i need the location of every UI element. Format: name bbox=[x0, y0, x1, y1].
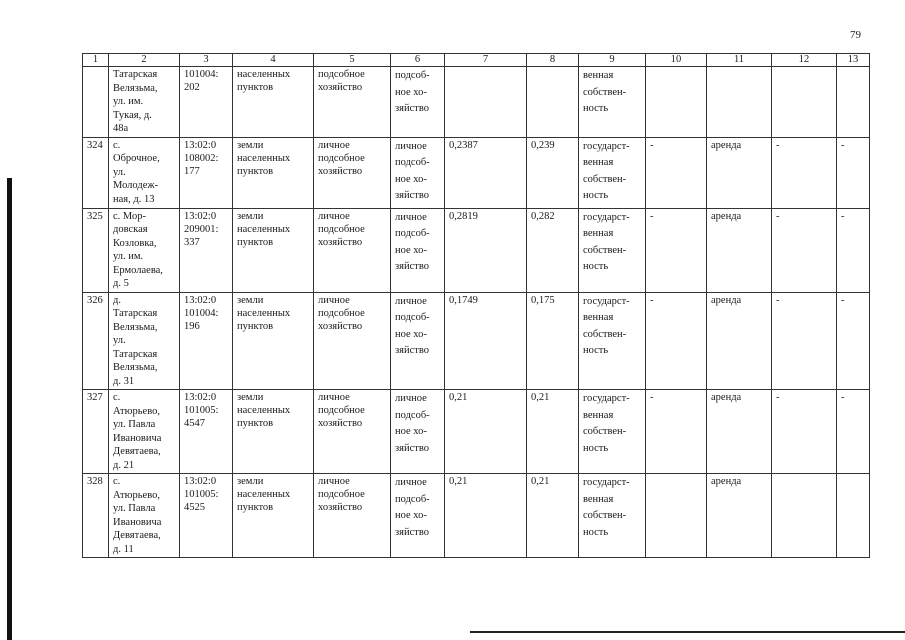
cell-line: ность bbox=[583, 261, 609, 272]
cell-line: Татарская bbox=[113, 308, 158, 319]
cell-area-rounded: 0,282 bbox=[527, 208, 579, 292]
cell-line: подсобное bbox=[318, 489, 365, 500]
cell-line: 13:02:0 bbox=[184, 294, 217, 306]
cell-line: венная bbox=[583, 157, 614, 168]
cell-encumbrance: аренда bbox=[707, 474, 772, 558]
cell-line: собствен- bbox=[583, 86, 627, 98]
cell-line: зяйство bbox=[395, 442, 429, 454]
cell-col-10: - bbox=[646, 292, 707, 390]
cell-line: подсобное bbox=[318, 405, 365, 416]
cell-line: 196 bbox=[184, 320, 200, 332]
table-row bbox=[83, 292, 870, 390]
cell-line: пунктов bbox=[237, 320, 274, 332]
cell-line: ность bbox=[583, 526, 609, 538]
cell-line: Атюрьево, bbox=[113, 489, 160, 501]
cell-line: Ивановича bbox=[113, 516, 162, 528]
cell-line: Атюрьево, bbox=[113, 405, 160, 417]
cell-line: Козловка, bbox=[113, 237, 157, 249]
col-header-5: 5 bbox=[314, 54, 391, 67]
cell-line: ное хо- bbox=[395, 86, 427, 98]
cell-line: Девятаева, bbox=[113, 530, 161, 541]
cell-line: пунктов bbox=[237, 165, 274, 177]
col-header-4: 4 bbox=[233, 54, 314, 67]
cell-line: населенных bbox=[237, 223, 291, 235]
cell-line: Оброчное, bbox=[113, 153, 160, 164]
cell-area-ha bbox=[445, 67, 527, 138]
cell-line: ность bbox=[583, 103, 609, 114]
page-number: 79 bbox=[850, 29, 861, 41]
cell-line: зяйство bbox=[395, 261, 429, 272]
cell-line: с. bbox=[113, 392, 121, 403]
cell-area-rounded: 0,21 bbox=[527, 390, 579, 474]
cell-line: 101005: bbox=[184, 489, 219, 500]
cell-area-ha: 0,21 bbox=[445, 474, 527, 558]
cell-col-13 bbox=[837, 474, 870, 558]
header-row bbox=[83, 54, 870, 67]
col-header-6: 6 bbox=[391, 54, 445, 67]
col-header-2: 2 bbox=[109, 54, 180, 67]
cell-line: пунктов bbox=[237, 502, 274, 513]
cell-cadastral-number bbox=[180, 474, 233, 558]
cell-col-12: - bbox=[772, 208, 837, 292]
cell-address bbox=[109, 474, 180, 558]
cell-line: личное bbox=[395, 477, 427, 488]
cell-line: хозяйство bbox=[318, 320, 363, 332]
cell-line: подсоб- bbox=[395, 157, 430, 168]
cell-line: государст- bbox=[583, 211, 630, 223]
cell-line: Татарская bbox=[113, 69, 158, 80]
cell-line: ное хо- bbox=[395, 173, 427, 185]
col-header-1: 1 bbox=[83, 54, 109, 67]
cell-encumbrance: аренда bbox=[707, 208, 772, 292]
col-header-11: 11 bbox=[707, 54, 772, 67]
cell-line: довская bbox=[113, 224, 148, 235]
cell-line: 4525 bbox=[184, 502, 205, 513]
table-row bbox=[83, 390, 870, 474]
table-row bbox=[83, 474, 870, 558]
cell-col-12 bbox=[772, 474, 837, 558]
cell-actual-use bbox=[391, 137, 445, 208]
cell-col-12: - bbox=[772, 390, 837, 474]
cell-line: хозяйство bbox=[318, 82, 363, 93]
cell-row-number: 324 bbox=[83, 137, 109, 208]
cell-cadastral-number bbox=[180, 292, 233, 390]
cell-line: земли bbox=[237, 476, 264, 487]
cell-line: личное bbox=[395, 393, 427, 404]
cell-actual-use bbox=[391, 390, 445, 474]
cell-area-rounded: 0,239 bbox=[527, 137, 579, 208]
cell-line: личное bbox=[318, 392, 350, 403]
cell-line: собствен- bbox=[583, 328, 627, 340]
cell-line: 209001: bbox=[184, 223, 219, 235]
cell-line: 101004: bbox=[184, 307, 219, 319]
cell-line: хозяйство bbox=[318, 502, 363, 513]
cell-cadastral-number bbox=[180, 208, 233, 292]
cell-line: ул. bbox=[113, 335, 126, 346]
cell-line: собствен- bbox=[583, 426, 627, 437]
cell-line: государст- bbox=[583, 477, 630, 488]
cell-col-10: - bbox=[646, 208, 707, 292]
cell-line: д. 11 bbox=[113, 543, 134, 555]
cell-line: подсобное bbox=[318, 69, 365, 80]
cell-line: подсобное bbox=[318, 307, 365, 319]
cell-line: ная, д. 13 bbox=[113, 193, 155, 205]
cell-permitted-use bbox=[314, 208, 391, 292]
col-header-13: 13 bbox=[837, 54, 870, 67]
cell-line: с. Мор- bbox=[113, 210, 146, 222]
cell-line: населенных bbox=[237, 489, 291, 500]
cell-line: личное bbox=[318, 476, 350, 487]
cell-encumbrance: аренда bbox=[707, 390, 772, 474]
cell-line: подсоб- bbox=[395, 228, 430, 239]
cell-line: д. 5 bbox=[113, 278, 129, 289]
cell-actual-use bbox=[391, 67, 445, 138]
cell-line: государст- bbox=[583, 140, 630, 152]
cell-address bbox=[109, 292, 180, 390]
cell-line: подсоб- bbox=[395, 493, 430, 505]
cell-line: Девятаева, bbox=[113, 446, 161, 457]
cell-line: венная bbox=[583, 493, 614, 505]
cell-area-rounded bbox=[527, 67, 579, 138]
cell-row-number: 327 bbox=[83, 390, 109, 474]
cell-line: собствен- bbox=[583, 173, 627, 185]
cell-area-ha: 0,2387 bbox=[445, 137, 527, 208]
cell-col-12 bbox=[772, 67, 837, 138]
cell-col-10 bbox=[646, 67, 707, 138]
cell-ownership-form bbox=[579, 474, 646, 558]
cell-line: ное хо- bbox=[395, 328, 427, 340]
col-header-7: 7 bbox=[445, 54, 527, 67]
cell-area-rounded: 0,175 bbox=[527, 292, 579, 390]
cell-line: личное bbox=[318, 210, 350, 222]
cell-line: венная bbox=[583, 70, 614, 81]
cell-land-category bbox=[233, 137, 314, 208]
cell-line: ность bbox=[583, 190, 609, 201]
cell-line: пунктов bbox=[237, 82, 274, 93]
cell-address bbox=[109, 137, 180, 208]
cell-line: личное bbox=[395, 211, 427, 223]
table-row bbox=[83, 208, 870, 292]
cell-line: собствен- bbox=[583, 244, 627, 256]
cell-line: хозяйство bbox=[318, 236, 363, 248]
cell-line: венная bbox=[583, 228, 614, 239]
cell-line: 13:02:0 bbox=[184, 139, 217, 151]
cell-line: ное хо- bbox=[395, 426, 427, 437]
cell-row-number: 328 bbox=[83, 474, 109, 558]
cell-address bbox=[109, 390, 180, 474]
cell-line: Ивановича bbox=[113, 432, 162, 444]
cell-line: ул. им. bbox=[113, 251, 144, 262]
cell-line: ул. bbox=[113, 166, 126, 178]
cell-line: земли bbox=[237, 392, 264, 403]
cell-line: ность bbox=[583, 442, 609, 454]
cell-land-category bbox=[233, 208, 314, 292]
cell-line: ность bbox=[583, 345, 609, 356]
cell-line: венная bbox=[583, 409, 614, 421]
table-row bbox=[83, 137, 870, 208]
table-row bbox=[83, 67, 870, 138]
cell-col-10: - bbox=[646, 390, 707, 474]
cell-line: 101005: bbox=[184, 405, 219, 416]
cell-line: ул. Павла bbox=[113, 419, 156, 430]
cell-address bbox=[109, 208, 180, 292]
cell-line: зяйство bbox=[395, 103, 429, 114]
cell-actual-use bbox=[391, 208, 445, 292]
cell-line: хозяйство bbox=[318, 418, 363, 429]
cell-line: подсобное bbox=[318, 223, 365, 235]
cell-line: зяйство bbox=[395, 526, 429, 538]
cell-line: 202 bbox=[184, 82, 200, 93]
cell-line: земли bbox=[237, 210, 264, 222]
cell-encumbrance: аренда bbox=[707, 137, 772, 208]
cell-line: 101004: bbox=[184, 69, 219, 80]
cell-line: венная bbox=[583, 312, 614, 323]
cell-line: земли bbox=[237, 294, 264, 306]
cell-row-number: 325 bbox=[83, 208, 109, 292]
cell-line: земли bbox=[237, 139, 264, 151]
cell-col-12: - bbox=[772, 292, 837, 390]
cell-address bbox=[109, 67, 180, 138]
cell-line: государст- bbox=[583, 393, 630, 404]
cell-line: 337 bbox=[184, 236, 200, 248]
cell-encumbrance: аренда bbox=[707, 292, 772, 390]
cell-line: 48а bbox=[113, 123, 129, 134]
cell-line: подсоб- bbox=[395, 409, 430, 421]
cell-ownership-form bbox=[579, 208, 646, 292]
cell-ownership-form bbox=[579, 67, 646, 138]
cell-line: личное bbox=[395, 295, 427, 307]
cell-line: населенных bbox=[237, 405, 291, 416]
cell-line: Молодеж- bbox=[113, 180, 159, 191]
cell-col-13 bbox=[837, 67, 870, 138]
cell-line: зяйство bbox=[395, 345, 429, 356]
cell-line: 13:02:0 bbox=[184, 392, 217, 403]
cell-line: населенных bbox=[237, 152, 291, 164]
cell-line: населенных bbox=[237, 307, 291, 319]
cell-col-10 bbox=[646, 474, 707, 558]
col-header-3: 3 bbox=[180, 54, 233, 67]
col-header-8: 8 bbox=[527, 54, 579, 67]
cell-area-ha: 0,21 bbox=[445, 390, 527, 474]
cell-actual-use bbox=[391, 474, 445, 558]
cell-line: 13:02:0 bbox=[184, 210, 217, 222]
cell-line: ул. Павла bbox=[113, 503, 156, 514]
bottom-rule bbox=[470, 631, 905, 633]
col-header-12: 12 bbox=[772, 54, 837, 67]
cell-permitted-use bbox=[314, 474, 391, 558]
col-header-9: 9 bbox=[579, 54, 646, 67]
cell-line: Тукая, д. bbox=[113, 109, 152, 121]
cell-line: ул. им. bbox=[113, 96, 144, 107]
cell-cadastral-number bbox=[180, 137, 233, 208]
cell-line: 13:02:0 bbox=[184, 476, 217, 487]
cell-col-10: - bbox=[646, 137, 707, 208]
cell-line: ное хо- bbox=[395, 244, 427, 256]
cell-line: д. 21 bbox=[113, 459, 135, 471]
cell-area-rounded: 0,21 bbox=[527, 474, 579, 558]
cell-line: подсоб- bbox=[395, 312, 430, 323]
cell-line: пунктов bbox=[237, 236, 274, 248]
cell-line: собствен- bbox=[583, 510, 627, 521]
cell-line: Велязьма, bbox=[113, 82, 158, 94]
col-header-10: 10 bbox=[646, 54, 707, 67]
cell-permitted-use bbox=[314, 137, 391, 208]
cell-ownership-form bbox=[579, 137, 646, 208]
cell-line: д. bbox=[113, 294, 121, 306]
cell-land-category bbox=[233, 292, 314, 390]
cell-row-number: 326 bbox=[83, 292, 109, 390]
cell-line: подсобное bbox=[318, 152, 365, 164]
cell-line: государст- bbox=[583, 295, 630, 307]
cell-line: Татарская bbox=[113, 348, 158, 360]
cell-line: населенных bbox=[237, 69, 291, 80]
cell-permitted-use bbox=[314, 67, 391, 138]
cell-land-category bbox=[233, 474, 314, 558]
cell-line: с. bbox=[113, 139, 121, 151]
cell-col-13: - bbox=[837, 208, 870, 292]
cell-cadastral-number bbox=[180, 390, 233, 474]
cell-encumbrance bbox=[707, 67, 772, 138]
scan-edge-bar bbox=[7, 178, 12, 640]
cell-ownership-form bbox=[579, 292, 646, 390]
cell-line: 4547 bbox=[184, 418, 205, 429]
cell-line: пунктов bbox=[237, 418, 274, 429]
cell-line: ное хо- bbox=[395, 510, 427, 521]
cell-land-category bbox=[233, 390, 314, 474]
registry-table bbox=[82, 53, 870, 558]
cell-line: 177 bbox=[184, 165, 200, 177]
cell-actual-use bbox=[391, 292, 445, 390]
cell-line: Велязьма, bbox=[113, 321, 158, 333]
cell-col-12: - bbox=[772, 137, 837, 208]
cell-col-13: - bbox=[837, 292, 870, 390]
cell-area-ha: 0,2819 bbox=[445, 208, 527, 292]
cell-line: Ермолаева, bbox=[113, 264, 163, 276]
cell-permitted-use bbox=[314, 390, 391, 474]
cell-col-13: - bbox=[837, 390, 870, 474]
cell-line: личное bbox=[395, 140, 427, 152]
cell-line: с. bbox=[113, 476, 121, 487]
cell-col-13: - bbox=[837, 137, 870, 208]
cell-line: зяйство bbox=[395, 190, 429, 201]
cell-line: личное bbox=[318, 139, 350, 151]
cell-row-number bbox=[83, 67, 109, 138]
cell-area-ha: 0,1749 bbox=[445, 292, 527, 390]
cell-line: д. 31 bbox=[113, 375, 135, 387]
cell-line: личное bbox=[318, 294, 350, 306]
cell-ownership-form bbox=[579, 390, 646, 474]
cell-line: Велязьма, bbox=[113, 362, 158, 373]
cell-line: 108002: bbox=[184, 152, 219, 164]
cell-cadastral-number bbox=[180, 67, 233, 138]
cell-permitted-use bbox=[314, 292, 391, 390]
cell-line: подсоб- bbox=[395, 70, 430, 81]
cell-line: хозяйство bbox=[318, 165, 363, 177]
cell-land-category bbox=[233, 67, 314, 138]
